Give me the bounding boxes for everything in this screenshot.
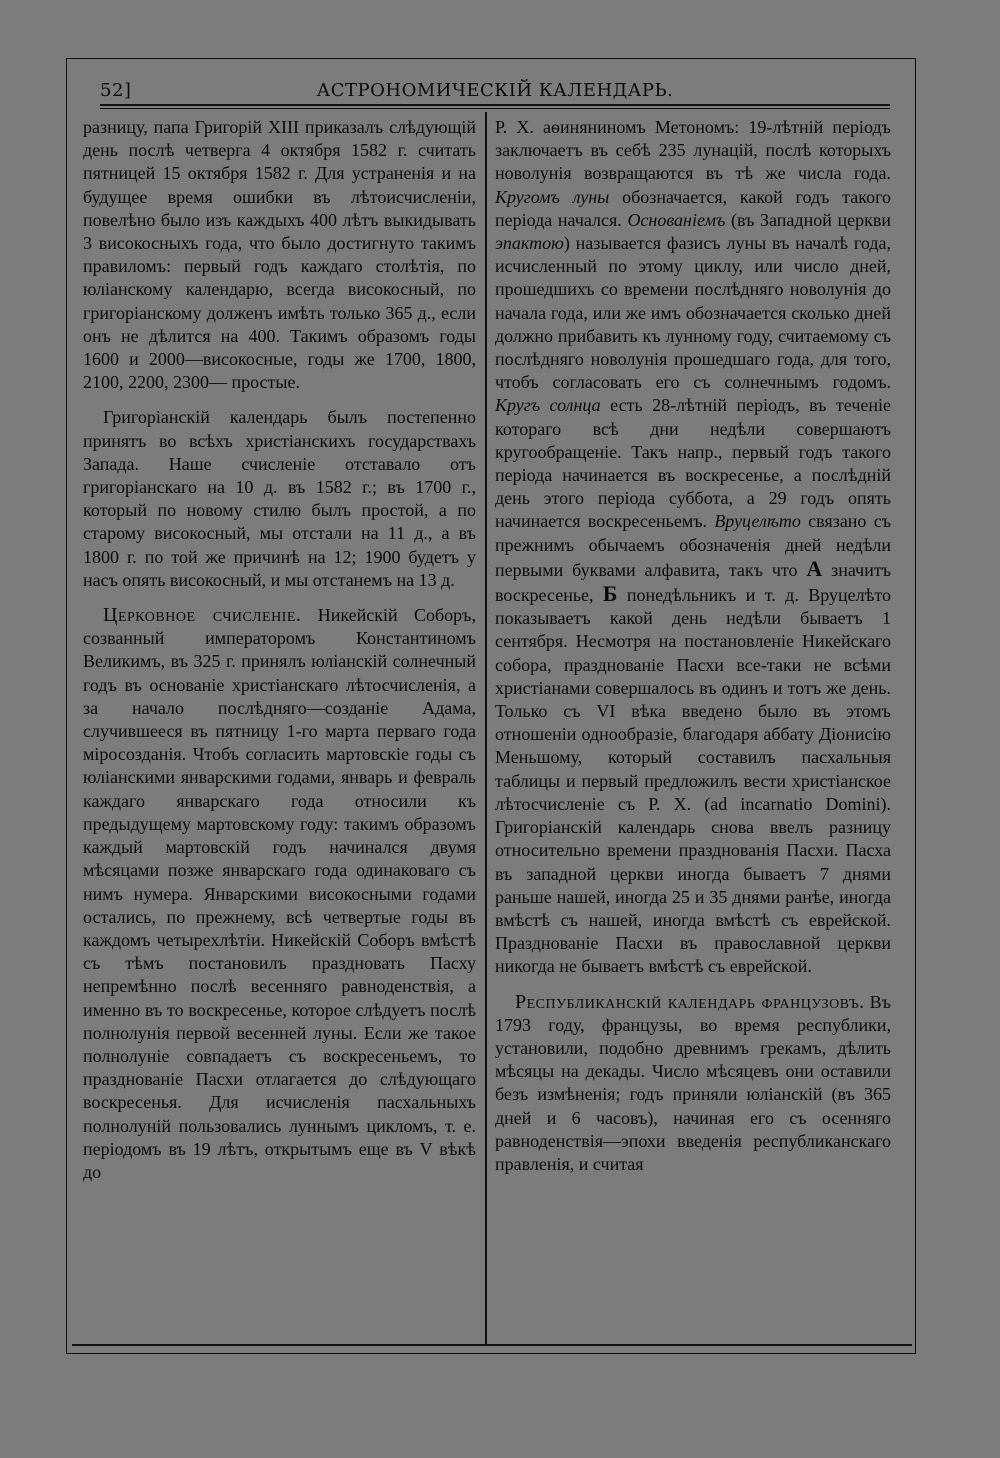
header-rule-top bbox=[100, 104, 890, 106]
paragraph bbox=[83, 604, 476, 1184]
paragraph: Григоріанскій календарь былъ постепенно принятъ во всѣхъ христіанскихъ государствахъ Запада. Наше счисленіе отставало отъ григоріанскаго на 10 д. въ 1582 г.; въ 1700 г., который по новому стилю былъ простой, а по старому високосный, мы отстали на 11 д., а въ 1800 г. по той же причинѣ на 12; 1900 будетъ у насъ опять високосный, и мы отстанемъ на 13 д. bbox=[83, 407, 476, 590]
italic-term: Кругъ солнца bbox=[495, 395, 601, 416]
slavonic-letter: Б bbox=[602, 581, 618, 607]
paragraph bbox=[495, 116, 891, 979]
running-title: АСТРОНОМИЧЕСКІЙ КАЛЕНДАРЬ. bbox=[316, 80, 674, 101]
text-run: значитъ воскресенье, bbox=[495, 559, 892, 606]
column-divider bbox=[485, 112, 487, 1344]
paragraph-text: Никейскій Соборъ, созванный императоромъ Константиномъ Великимъ, въ 325 г. принялъ юліанскій солнечный годъ въ основаніе христіанскаго лѣтосчисленія, а за начало послѣдняго—созданіе Адама, случившееся въ пятницу 1-го марта перваго года міросозданія. Чтобъ согласить мартовскіе годы съ юліанскими январскими годами, январь и февраль каждаго январскаго года относили къ предыдущему мартовскому году: такимъ образомъ каждый мартовскій годъ начинался двумя мѣсяцами позже январскаго года одинаковаго съ нимъ нумера. Январскими високосными годами остались, по прежнему, всѣ четвертые годы въ каждомъ четырехлѣтіи. Никейскій Соборъ вмѣстѣ съ тѣмъ постановилъ праздновать Пасху непремѣнно послѣ весенняго равноденствія, а именно въ то воскресенье, которое слѣдуетъ послѣ полнолунія первой весенней луны. Если же такое полнолуніе совпадаетъ съ воскресеньемъ, то празднованіе Пасхи отлагается до слѣдующаго воскресенья. Для исчисленія пасхальныхъ полнолуній пользовались луннымъ цикломъ, т. е. періодомъ въ 19 лѣтъ, открытымъ еще въ V вѣкѣ до bbox=[83, 605, 476, 1182]
right-column bbox=[495, 116, 891, 1336]
paragraph: разницу, папа Григорій XIII приказалъ слѣдующій день послѣ четверга 4 октября 1582 г. считать пятницей 15 октября 1582 г. Для устраненія и на будущее время ошибки въ лѣтоисчисленіи, повелѣно было изъ каждыхъ 400 лѣтъ выкидывать 3 високосныхъ года, что было достигнуто такимъ правиломъ: первый годъ каждаго столѣтія, по юліанскому календарю, всегда високосный, по григоріанскому долженъ имѣть только 365 д., если онъ не дѣлится на 400. Такимъ образомъ годы 1600 и 2000—високосные, годы же 1700, 1800, 2100, 2200, 2300— простые. bbox=[83, 117, 476, 393]
text-run: (въ Западной церкви bbox=[725, 209, 892, 230]
section-heading: Республиканскій календарь французовъ. bbox=[515, 990, 865, 1013]
left-column bbox=[83, 116, 476, 1336]
section-heading: Церковное счисленіе. bbox=[103, 604, 302, 627]
italic-term: Вруцелѣто bbox=[714, 511, 801, 532]
paragraph bbox=[495, 991, 891, 1177]
text-run: ) называется фазисъ луны въ началѣ года, исчисленный по этому циклу, или число дней, прошедшихъ со времени послѣдняго новолунія до начала года, или же имъ обозначается сколько дней должно прибавить къ лунному году, считаемому съ послѣдняго новолунія прошедшаго года, для того, чтобъ согласовать его съ солнечнымъ годомъ. bbox=[495, 233, 891, 393]
text-run: связано съ прежнимъ обычаемъ обозначенія дней недѣли первыми буквами алфавита, такъ что bbox=[495, 511, 891, 580]
italic-term: Основаніемъ bbox=[627, 209, 726, 230]
header-rule-bottom bbox=[100, 108, 890, 109]
text-run: Р. Х. аѳиняниномъ Метономъ: 19-лѣтній періодъ заключаетъ въ себѣ 235 лунацій, послѣ которыхъ новолунія возвращаются въ тѣ же числа года. bbox=[495, 117, 891, 184]
italic-term: Кругомъ луны bbox=[495, 186, 610, 207]
slavonic-letter: А bbox=[806, 555, 823, 581]
text-run: обозначается, какой годъ такого періода начался. bbox=[495, 186, 891, 230]
text-run: понедѣльникъ и т. д. Вруцелѣто показываетъ какой день недѣли бываетъ 1 сентября. Несмотря на постановленіе Никейскаго собора, празднованіе Пасхи все-таки не всѣми христіанами совершалось въ одинъ и тотъ же день. Только съ VI вѣка введено было въ этомъ отношеніи однообразіе, благодаря аббату Діонисію Меньшому, который составилъ пасхальныя таблицы и первый предложилъ вести христіанское лѣтосчисленіе съ Р. Х. (ad incarnatio Domini). Григоріанскій календарь снова ввелъ разницу относительно времени празднованія Пасхи. Пасха въ западной церкви иногда бываетъ 7 днями раньше нашей, иногда 25 и 35 днями ранѣе, иногда вмѣстѣ съ нашей, иногда вмѣстѣ съ еврейской. Празднованіе Пасхи въ православной церкви никогда не бываетъ вмѣстѣ съ еврейской. bbox=[495, 585, 891, 977]
paragraph-text: Въ 1793 году, французы, во время республики, установили, подобно древнимъ грекамъ, дѣлить мѣсяцы на декады. Число мѣсяцевъ они оставили безъ измѣненія; годъ приняли юліанскій (въ 365 дней и 6 часовъ), начиная его съ осенняго равноденствія—эпохи введенія республиканскаго правленія, и считая bbox=[495, 991, 891, 1174]
page-number: 52] bbox=[100, 80, 132, 101]
italic-term: эпактою bbox=[495, 233, 564, 254]
footer-rule bbox=[72, 1344, 912, 1346]
text-run: есть 28-лѣтній періодъ, въ теченіе котораго всѣ дни недѣли совершаютъ кругообращеніе. Такъ напр., первый годъ такого періода начинается въ воскресенье, а послѣдній день этого періода суббота, а 29 годъ опять начинается воскресеньемъ. bbox=[495, 395, 891, 532]
running-header bbox=[100, 80, 890, 106]
